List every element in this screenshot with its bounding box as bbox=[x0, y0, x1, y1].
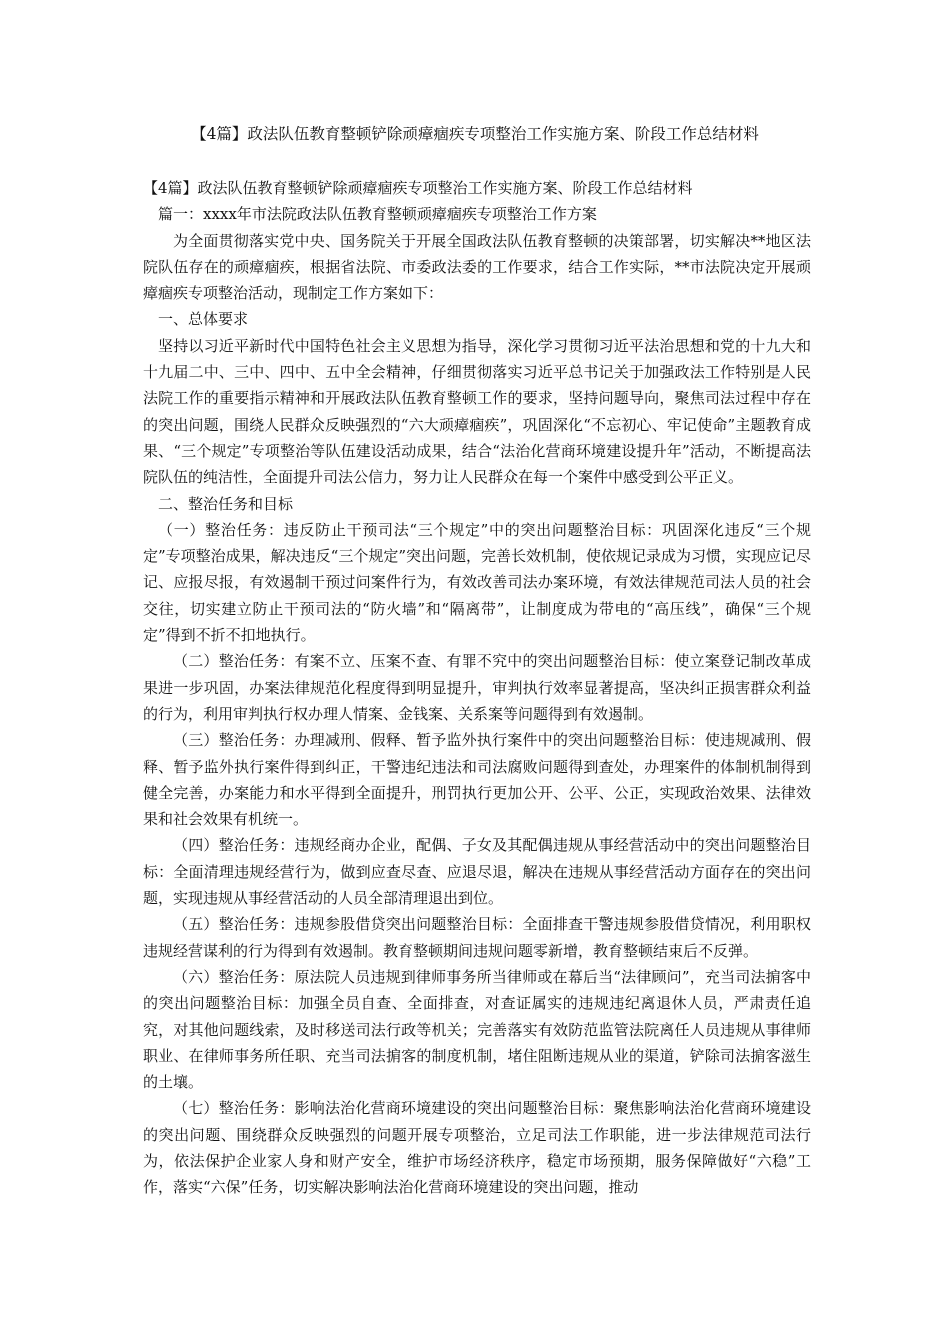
paragraph: （六）整治任务：原法院人员违规到律师事务所当律师或在幕后当“法律顾问”，充当司法掮客中的突出问题整治目标：加强全员自查、全面排查，对查证属实的违规违纪离退休人员，严肃责任追究，对其他问题线索，及时移送司法行政等机关；完善落实有效防范监管法院离任人员违规从事律师职业、在律师事务所任职、充当司法掮客的制度机制，堵住阻断违规从业的渠道，铲除司法掮客滋生的土壤。 bbox=[143, 967, 811, 1092]
paragraph: （七）整治任务：影响法治化营商环境建设的突出问题整治目标：聚焦影响法治化营商环境建设的突出问题、围绕群众反映强烈的问题开展专项整治，立足司法工作职能，进一步法律规范司法行为，依法保护企业家人身和财产安全，维护市场经济秩序，稳定市场预期，服务保障做好“六稳”工作，落实“六保”任务，切实解决影响法治化营商环境建设的突出问题，推动 bbox=[143, 1099, 811, 1197]
paragraph: （一）整治任务：违反防止干预司法“三个规定”中的突出问题整治目标：巩固深化违反“三个规定”专项整治成果，解决违反“三个规定”突出问题，完善长效机制，使依规记录成为习惯，实现应记尽记、应报尽报，有效遏制干预过问案件行为，有效改善司法办案环境，有效法律规范司法人员的社会交往，切实建立防止干预司法的“防火墙”和“隔离带”，让制度成为带电的“高压线”，确保“三个规定”得到不折不扣地执行。 bbox=[143, 520, 812, 645]
paragraph: 【4篇】政法队伍教育整顿铲除顽瘴痼疾专项整治工作实施方案、阶段工作总结材料 bbox=[143, 179, 693, 197]
paragraph: 一、总体要求 bbox=[158, 310, 249, 329]
paragraph: （三）整治任务：办理减刑、假释、暂予监外执行案件中的突出问题整治目标：使违规减刑、假释、暂予监外执行案件得到纠正，干警违纪违法和司法腐败问题得到查处，办理案件的体制机制得到健全完善，办案能力和水平得到全面提升，刑罚执行更加公开、公平、公正，实现政治效果、法律效果和社会效果有机统一。 bbox=[143, 731, 811, 829]
paragraph: （五）整治任务：违规参股借贷突出问题整治目标：全面排查干警违规参股借贷情况，利用职权违规经营谋利的行为得到有效遏制。教育整顿期间违规问题零新增，教育整顿结束后不反弹。 bbox=[143, 915, 811, 960]
document-title: 【4篇】政法队伍教育整顿铲除顽瘴痼疾专项整治工作实施方案、阶段工作总结材料 bbox=[191, 125, 759, 143]
paragraph: 为全面贯彻落实党中央、国务院关于开展全国政法队伍教育整顿的决策部署，切实解决**地区法院队伍存在的顽瘴痼疾，根据省法院、市委政法委的工作要求，结合工作实际，**市法院决定开展顽瘴痼疾专项整治活动，现制定工作方案如下： bbox=[143, 231, 811, 303]
paragraph: 坚持以习近平新时代中国特色社会主义思想为指导，深化学习贯彻习近平法治思想和党的十九大和十九届二中、三中、四中、五中全会精神，仔细贯彻落实习近平总书记关于加强政法工作特别是人民法院工作的重要指示精神和开展政法队伍教育整顿工作的要求，坚持问题导向，聚焦司法过程中存在的突出问题，围绕人民群众反映强烈的“六大顽瘴痼疾”，巩固深化“不忘初心、牢记使命”主题教育成果、“三个规定”专项整治等队伍建设活动成果，结合“法治化营商环境建设提升年”活动，不断提高法院队伍的纯洁性，全面提升司法公信力，努力让人民群众在每一个案件中感受到公平正义。 bbox=[143, 336, 811, 487]
paragraph: 二、整治任务和目标 bbox=[158, 494, 294, 513]
document-body bbox=[143, 175, 811, 1201]
paragraph: 篇一：xxxx年市法院政法队伍教育整顿顽瘴痼疾专项整治工作方案 bbox=[158, 205, 597, 224]
paragraph: （四）整治任务：违规经商办企业，配偶、子女及其配偶违规从事经营活动中的突出问题整治目标：全面清理违规经营行为，做到应查尽查、应退尽退，解决在违规从事经营活动方面存在的突出问题，实现违规从事经营活动的人员全部清理退出到位。 bbox=[143, 836, 811, 908]
paragraph: （二）整治任务：有案不立、压案不查、有罪不究中的突出问题整治目标：使立案登记制改革成果进一步巩固，办案法律规范化程度得到明显提升，审判执行效率显著提高，坚决纠正损害群众利益的行为，利用审判执行权办理人情案、金钱案、关系案等问题得到有效遏制。 bbox=[143, 652, 811, 723]
